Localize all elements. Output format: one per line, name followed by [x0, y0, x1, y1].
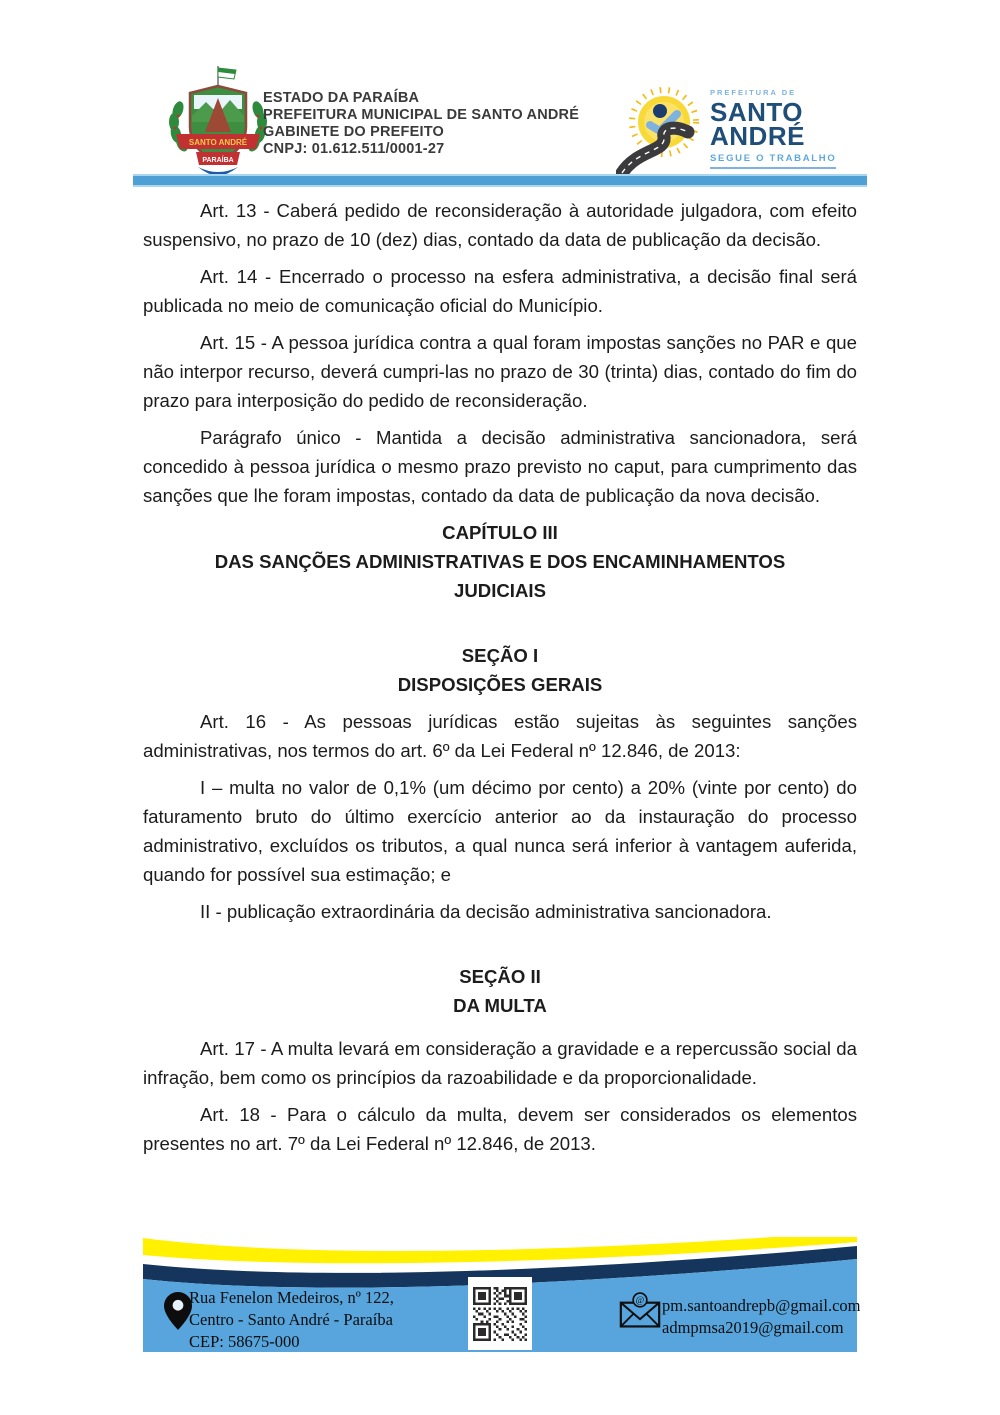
- city-logo-text: [710, 88, 856, 169]
- logo-tagline: SEGUE O TRABALHO: [710, 153, 836, 169]
- heading-secao-2: [143, 962, 857, 1020]
- paragraph-art-15: Art. 15 - A pessoa jurídica contra a qual foram impostas sanções no PAR e que não interpor recurso, deverá cumpri-las no prazo de 30 (trinta) dias, contado do fim do prazo para interposição do pedido de reconsideração.: [143, 332, 857, 411]
- crest-ribbon-text: PARAÍBA: [202, 157, 234, 164]
- header-org-text: [263, 90, 593, 158]
- heading-line-secao1-title: DISPOSIÇÕES GERAIS: [397, 674, 603, 695]
- address-line-city: Centro - Santo André - Paraíba: [189, 1310, 393, 1329]
- qr-code: [468, 1277, 532, 1350]
- email-line-2: admpmsa2019@gmail.com: [662, 1318, 844, 1337]
- heading-line-secao2: SEÇÃO II: [459, 966, 541, 987]
- sun-road-icon: [616, 80, 708, 175]
- org-line-gabinete: GABINETE DO PREFEITO: [263, 124, 444, 140]
- svg-text:@: @: [635, 1295, 645, 1306]
- coat-of-arms-icon: [166, 64, 270, 180]
- address-line-street: Rua Fenelon Medeiros, nº 122,: [189, 1288, 394, 1307]
- paragraph-art-17: Art. 17 - A multa levará em consideração a gravidade e a repercussão social da infração, bem como os princípios da razoabilidade e da proporcionalidade.: [143, 1038, 857, 1088]
- logo-title-line1: SANTO: [710, 97, 804, 127]
- city-logo: [616, 80, 856, 175]
- paragraph-paragrafo-unico: Parágrafo único - Mantida a decisão administrativa sancionadora, será concedido à pessoa jurídica o mesmo prazo previsto no caput, para cumprimento das sanções que lhe foram impostas, contado da data de publicação da nova decisão.: [143, 427, 857, 506]
- org-line-state: ESTADO DA PARAÍBA: [263, 90, 420, 106]
- address-line-cep: CEP: 58675-000: [189, 1332, 300, 1351]
- coat-of-arms-graphic: [166, 64, 270, 180]
- heading-line-capitulo-title2: JUDICIAIS: [454, 580, 546, 601]
- page-footer: [143, 1237, 861, 1352]
- document-body: [143, 196, 857, 1166]
- heading-line-secao1: SEÇÃO I: [461, 645, 539, 666]
- crest-banner-text: SANTO ANDRÉ: [188, 138, 248, 147]
- paragraph-art-16: Art. 16 - As pessoas jurídicas estão sujeitas às seguintes sanções administrativas, nos termos do art. 6º da Lei Federal nº 12.846, de 2013:: [143, 711, 857, 761]
- paragraph-art-16-inciso-i: I – multa no valor de 0,1% (um décimo por cento) a 20% (vinte por cento) do faturamento bruto do último exercício anterior ao da instauração do processo administrativo, excluídos os tributos, a qual nunca será inferior à vantagem auferida, quando for possível sua estimação; e: [143, 777, 857, 885]
- email-line-1: pm.santoandrepb@gmail.com: [662, 1296, 861, 1315]
- footer-emails: [662, 1295, 861, 1339]
- heading-line-capitulo: CAPÍTULO III: [442, 522, 558, 543]
- paragraph-art-13: Art. 13 - Caberá pedido de reconsideração à autoridade julgadora, com efeito suspensivo, no prazo de 10 (dez) dias, contado da data de publicação da decisão.: [143, 200, 857, 250]
- header-divider-bar: [133, 174, 867, 187]
- heading-line-capitulo-title: DAS SANÇÕES ADMINISTRATIVAS E DOS ENCAMINHAMENTOS: [214, 551, 786, 572]
- heading-line-secao2-title: DA MULTA: [453, 995, 547, 1016]
- heading-capitulo-3: [143, 518, 857, 605]
- location-pin-icon: [164, 1290, 192, 1337]
- heading-secao-1: [143, 641, 857, 699]
- org-line-prefeitura: PREFEITURA MUNICIPAL DE SANTO ANDRÉ: [263, 107, 580, 123]
- footer-address: [189, 1287, 394, 1353]
- paragraph-art-18: Art. 18 - Para o cálculo da multa, devem ser considerados os elementos presentes no art. 7º da Lei Federal nº 12.846, de 2013.: [143, 1104, 857, 1154]
- logo-title-line2: ANDRÉ: [710, 121, 805, 151]
- logo-eyebrow: PREFEITURA DE: [710, 88, 797, 97]
- paragraph-art-16-inciso-ii: II - publicação extraordinária da decisão administrativa sancionadora.: [200, 901, 772, 922]
- email-envelope-icon: [619, 1291, 661, 1334]
- paragraph-art-14: Art. 14 - Encerrado o processo na esfera administrativa, a decisão final será publicada no meio de comunicação oficial do Município.: [143, 266, 857, 316]
- org-line-cnpj: CNPJ: 01.612.511/0001-27: [263, 141, 445, 157]
